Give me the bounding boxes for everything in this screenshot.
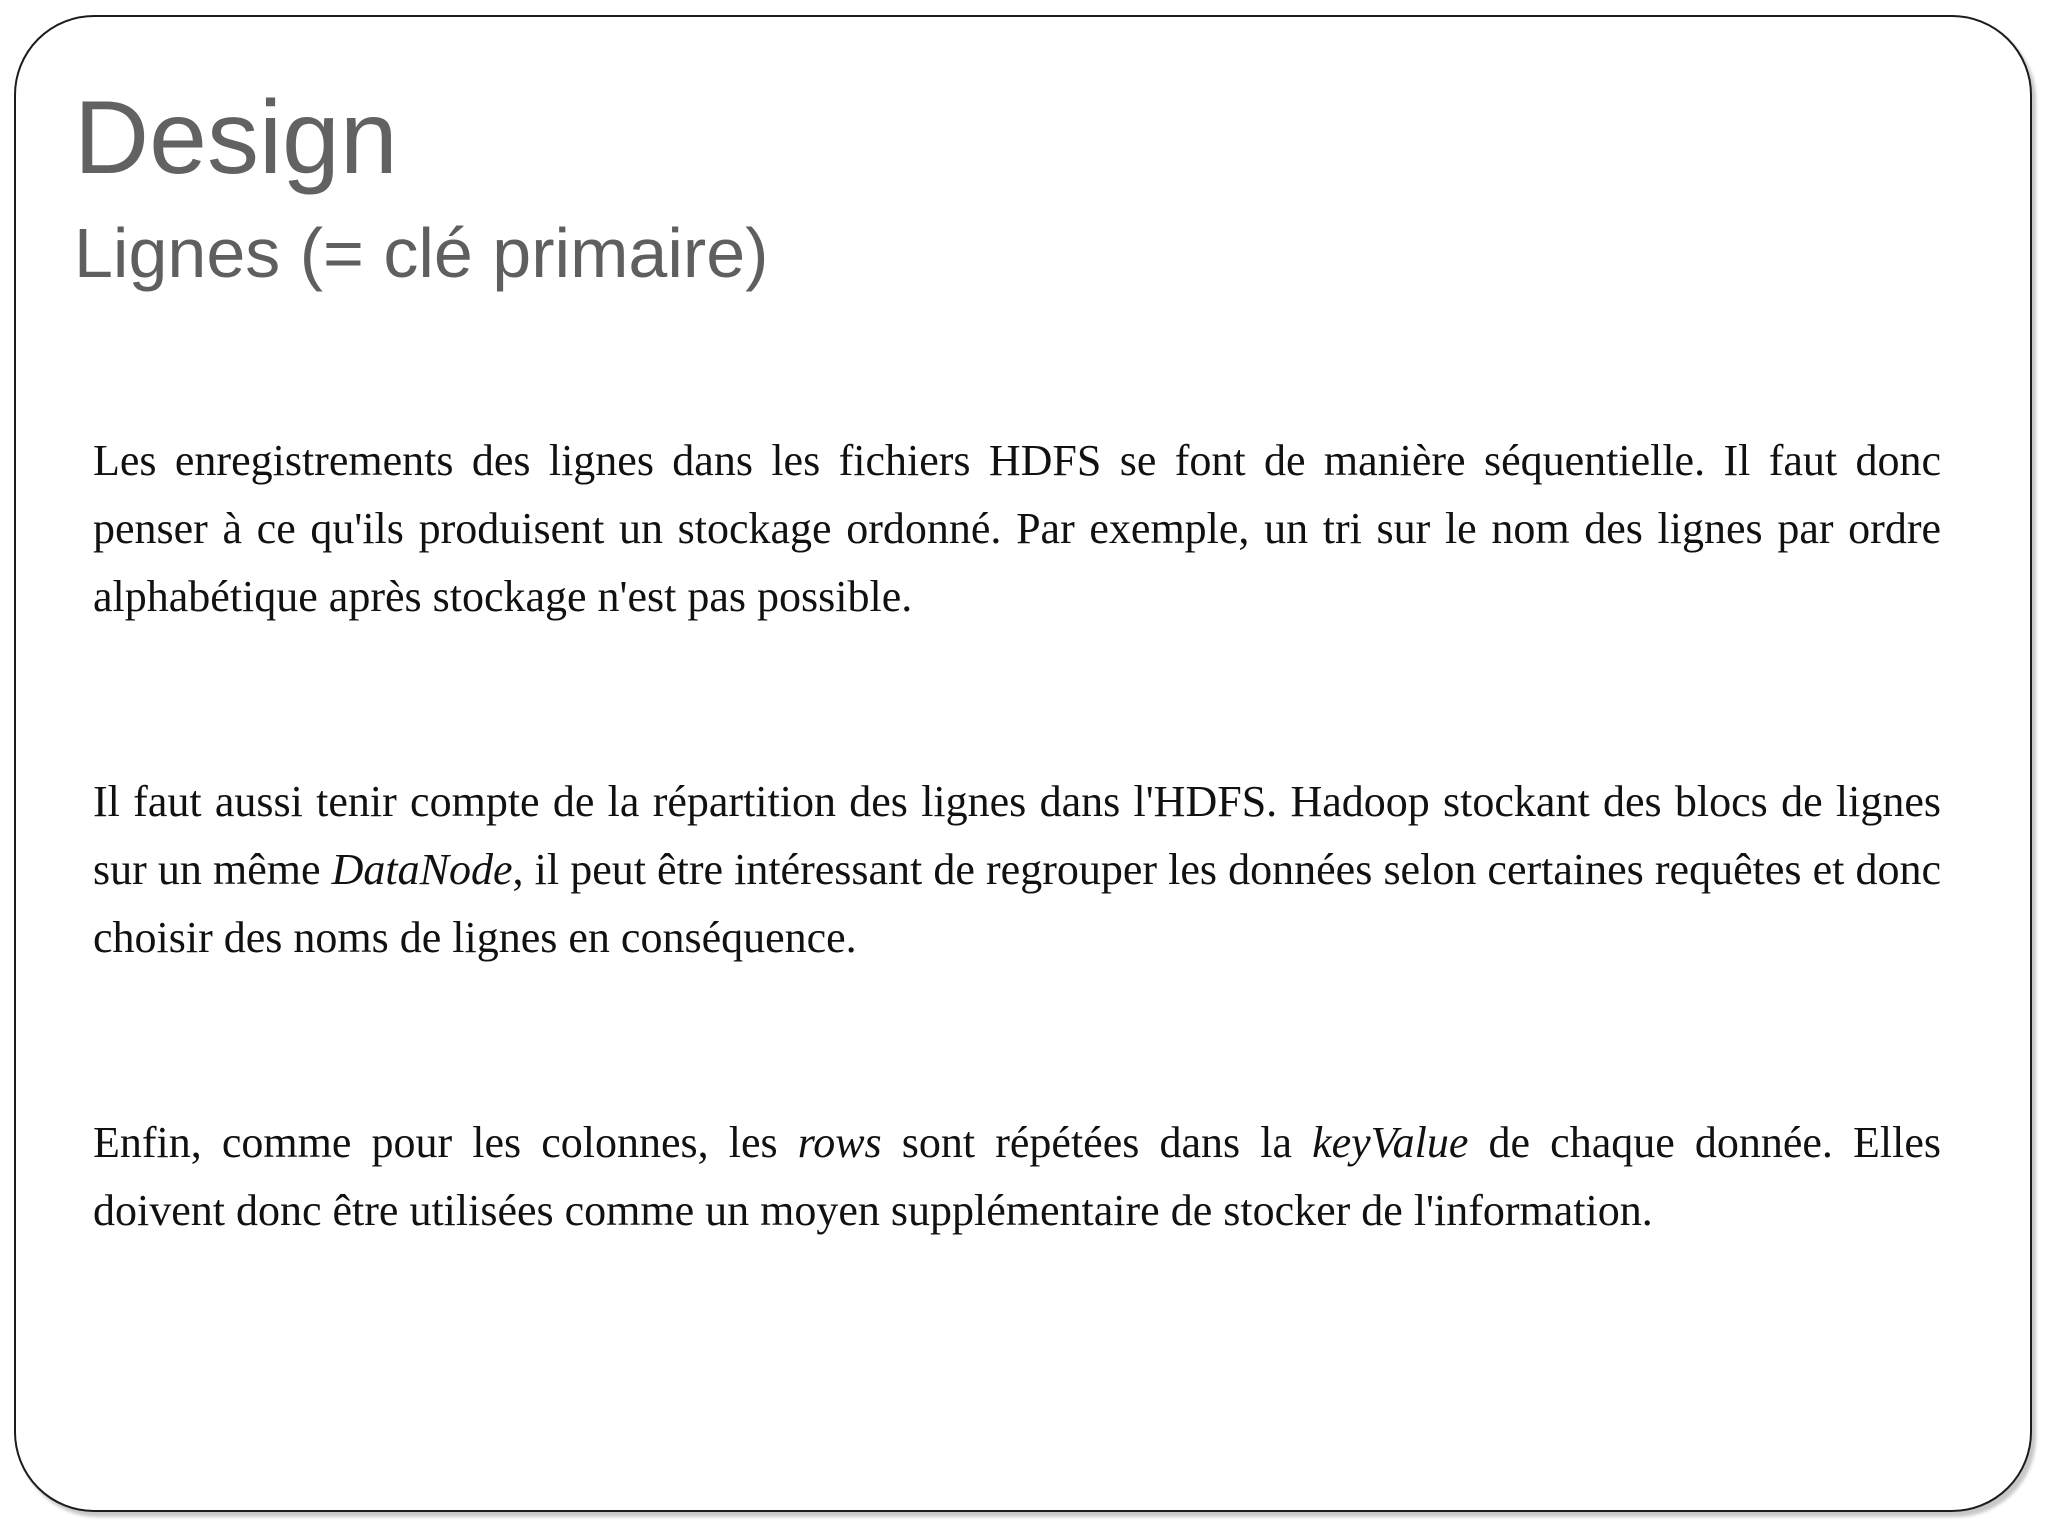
paragraph-2-text-before: Il faut aussi tenir compte de la répartition des lignes dans l'HDFS. Hadoop stockant des blocs de lignes sur un même (93, 777, 1941, 894)
paragraph-rows-keyvalue (93, 1109, 1941, 1245)
paragraph-3-text-2: sont répétées dans la (881, 1118, 1313, 1167)
paragraph-hdfs-sequential: Les enregistrements des lignes dans les fichiers HDFS se font de manière séquentielle. Il faut donc penser à ce qu'ils produisent un stockage ordonné. Par exemple, un tri sur le nom des lignes par ordre alphabétique après stockage n'est pas possible. (93, 436, 1941, 621)
paragraph-hdfs-distribution (93, 768, 1941, 972)
datanode-term: DataNode (331, 845, 513, 894)
rows-term: rows (797, 1118, 882, 1167)
paragraph-2-text-after: , il peut être intéressant de regrouper les données selon certaines requêtes et donc choisir des noms de lignes en conséquence. (93, 845, 1941, 962)
slide-body (93, 427, 1941, 1245)
paragraph-3-text-1: Enfin, comme pour les colonnes, les (93, 1118, 798, 1167)
slide-subtitle: Lignes (= clé primaire) (74, 214, 769, 292)
paragraph-3-text-3: de chaque donnée. Elles doivent donc être utilisées comme un moyen supplémentaire de stocker de l'information. (93, 1118, 1942, 1235)
slide-title: Design (74, 80, 398, 196)
keyvalue-term: keyValue (1312, 1118, 1469, 1167)
